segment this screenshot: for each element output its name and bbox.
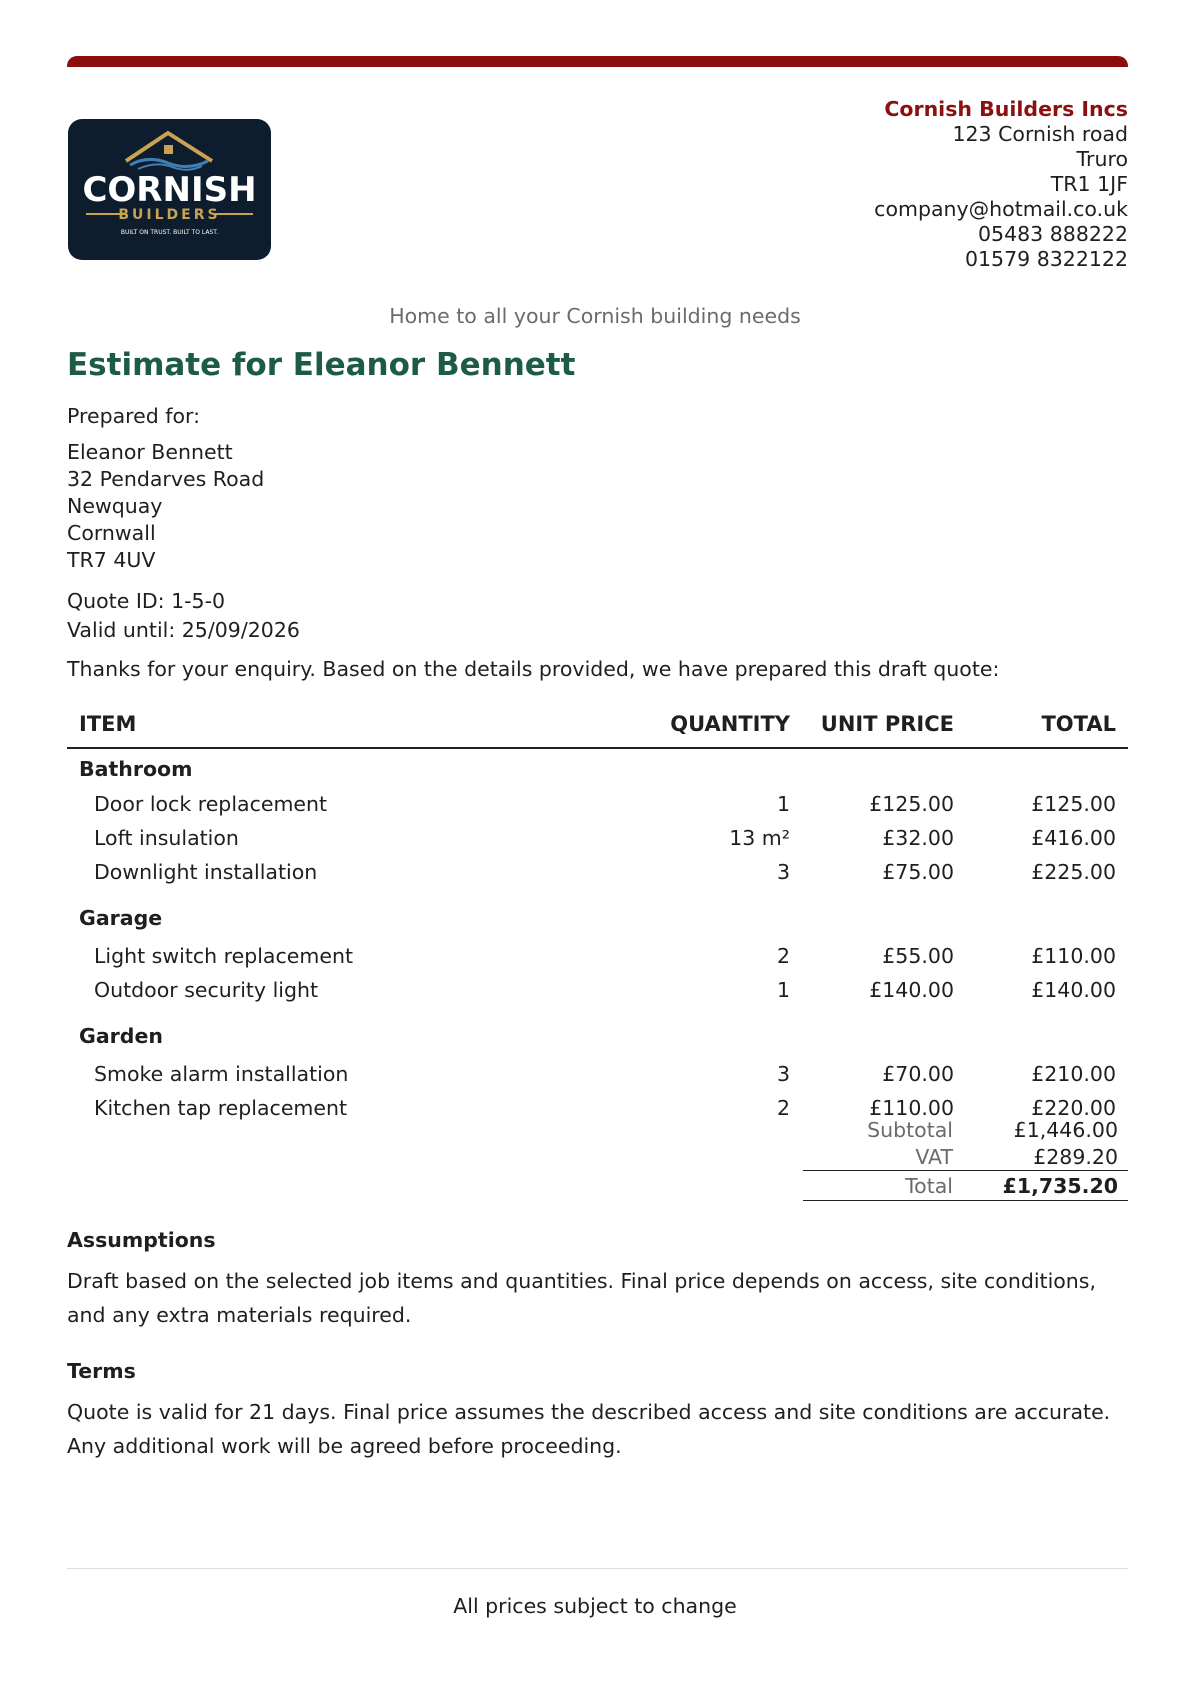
- item-total: £110.00: [1031, 944, 1116, 968]
- item-unit-price: £125.00: [869, 792, 954, 816]
- item-name: Light switch replacement: [94, 944, 353, 968]
- company-phone: 01579 8322122: [964, 247, 1128, 271]
- item-total: £220.00: [1031, 1096, 1116, 1120]
- table-row: [67, 821, 1128, 855]
- item-name: Outdoor security light: [94, 978, 319, 1002]
- item-unit-price: £70.00: [882, 1062, 954, 1086]
- column-header-unit-price: UNIT PRICE: [802, 700, 966, 748]
- subtotal-label: Subtotal: [867, 1117, 953, 1142]
- prepared-for-label: Prepared for:: [67, 404, 201, 428]
- logo-sub: BUILDERS: [118, 207, 221, 223]
- customer-address-line: Newquay: [67, 494, 163, 518]
- customer-address-line: TR7 4UV: [67, 548, 156, 572]
- item-name: Smoke alarm installation: [94, 1062, 349, 1086]
- category-name: Garden: [79, 1024, 163, 1048]
- item-unit-price: £75.00: [882, 860, 954, 884]
- company-email: company@hotmail.co.uk: [874, 197, 1128, 221]
- company-details: [874, 97, 1128, 272]
- item-name: Loft insulation: [94, 826, 239, 850]
- grand-total-row: [803, 1171, 1128, 1201]
- customer-address: [67, 439, 264, 574]
- header-accent-bar: [67, 56, 1128, 67]
- item-unit-price: £140.00: [869, 978, 954, 1002]
- vat-row: [803, 1143, 1128, 1171]
- company-phone: 05483 888222: [978, 222, 1128, 246]
- table-row: [67, 787, 1128, 821]
- total-value: £1,735.20: [963, 1171, 1128, 1201]
- company-address-line: 123 Cornish road: [952, 122, 1128, 146]
- company-tagline: Home to all your Cornish building needs: [389, 304, 801, 328]
- item-total: £125.00: [1031, 792, 1116, 816]
- category-row: [67, 889, 1128, 939]
- company-name: Cornish Builders Incs: [884, 97, 1128, 121]
- table-row: [67, 939, 1128, 973]
- column-header-item: ITEM: [67, 700, 598, 748]
- table-row: [67, 855, 1128, 889]
- intro-text: Thanks for your enquiry. Based on the details provided, we have prepared this draft quote:: [67, 657, 1000, 681]
- item-quantity: 1: [776, 978, 790, 1002]
- company-address-line: TR1 1JF: [1050, 172, 1128, 196]
- item-name: Kitchen tap replacement: [94, 1096, 348, 1120]
- total-label: Total: [803, 1171, 963, 1201]
- footer-note: All prices subject to change: [453, 1594, 737, 1618]
- item-name: Downlight installation: [94, 860, 318, 884]
- footer-divider: [67, 1568, 1128, 1569]
- logo-word: CORNISH: [82, 170, 257, 210]
- item-quantity: 13 m²: [729, 826, 790, 850]
- table-row: [67, 973, 1128, 1007]
- terms-heading: Terms: [67, 1359, 136, 1383]
- estimate-title: Estimate for Eleanor Bennett: [67, 347, 576, 383]
- house-roof-icon: [126, 133, 212, 170]
- line-items-table: [67, 700, 1128, 1125]
- item-quantity: 2: [776, 944, 790, 968]
- assumptions-heading: Assumptions: [67, 1228, 216, 1252]
- item-total: £140.00: [1031, 978, 1116, 1002]
- item-unit-price: £110.00: [869, 1096, 954, 1120]
- item-total: £416.00: [1031, 826, 1116, 850]
- company-logo: [68, 119, 271, 260]
- item-quantity: 2: [776, 1096, 790, 1120]
- customer-address-line: 32 Pendarves Road: [67, 467, 265, 491]
- subtotal-value: £1,446.00: [1013, 1117, 1118, 1142]
- quote-id: Quote ID: 1-5-0: [67, 589, 226, 613]
- table-header-row: [67, 700, 1128, 748]
- item-quantity: 1: [776, 792, 790, 816]
- totals-summary: [803, 1116, 1128, 1201]
- customer-address-line: Cornwall: [67, 521, 156, 545]
- vat-label: VAT: [915, 1144, 953, 1169]
- item-unit-price: £55.00: [882, 944, 954, 968]
- item-quantity: 3: [776, 860, 790, 884]
- category-row: [67, 1007, 1128, 1057]
- vat-value: £289.20: [1033, 1144, 1118, 1169]
- valid-until: Valid until: 25/09/2026: [67, 618, 300, 642]
- terms-text: Quote is valid for 21 days. Final price assumes the described access and site conditions are accurate. Any additional work will be agreed before proceeding.: [67, 1400, 1111, 1458]
- item-total: £225.00: [1031, 860, 1116, 884]
- column-header-total: TOTAL: [966, 700, 1128, 748]
- column-header-quantity: QUANTITY: [598, 700, 802, 748]
- table-row: [67, 1057, 1128, 1091]
- category-row: [67, 748, 1128, 787]
- item-name: Door lock replacement: [94, 792, 328, 816]
- assumptions-text: Draft based on the selected job items and quantities. Final price depends on access, site conditions, and any extra materials required.: [67, 1269, 1096, 1327]
- category-name: Bathroom: [79, 757, 193, 781]
- item-unit-price: £32.00: [882, 826, 954, 850]
- category-name: Garage: [79, 906, 163, 930]
- company-address-line: Truro: [1076, 147, 1128, 171]
- item-total: £210.00: [1031, 1062, 1116, 1086]
- item-quantity: 3: [776, 1062, 790, 1086]
- subtotal-row: [803, 1116, 1128, 1143]
- customer-address-line: Eleanor Bennett: [67, 440, 233, 464]
- quote-meta: [67, 587, 300, 645]
- logo-motto: BUILT ON TRUST. BUILT TO LAST.: [120, 229, 219, 236]
